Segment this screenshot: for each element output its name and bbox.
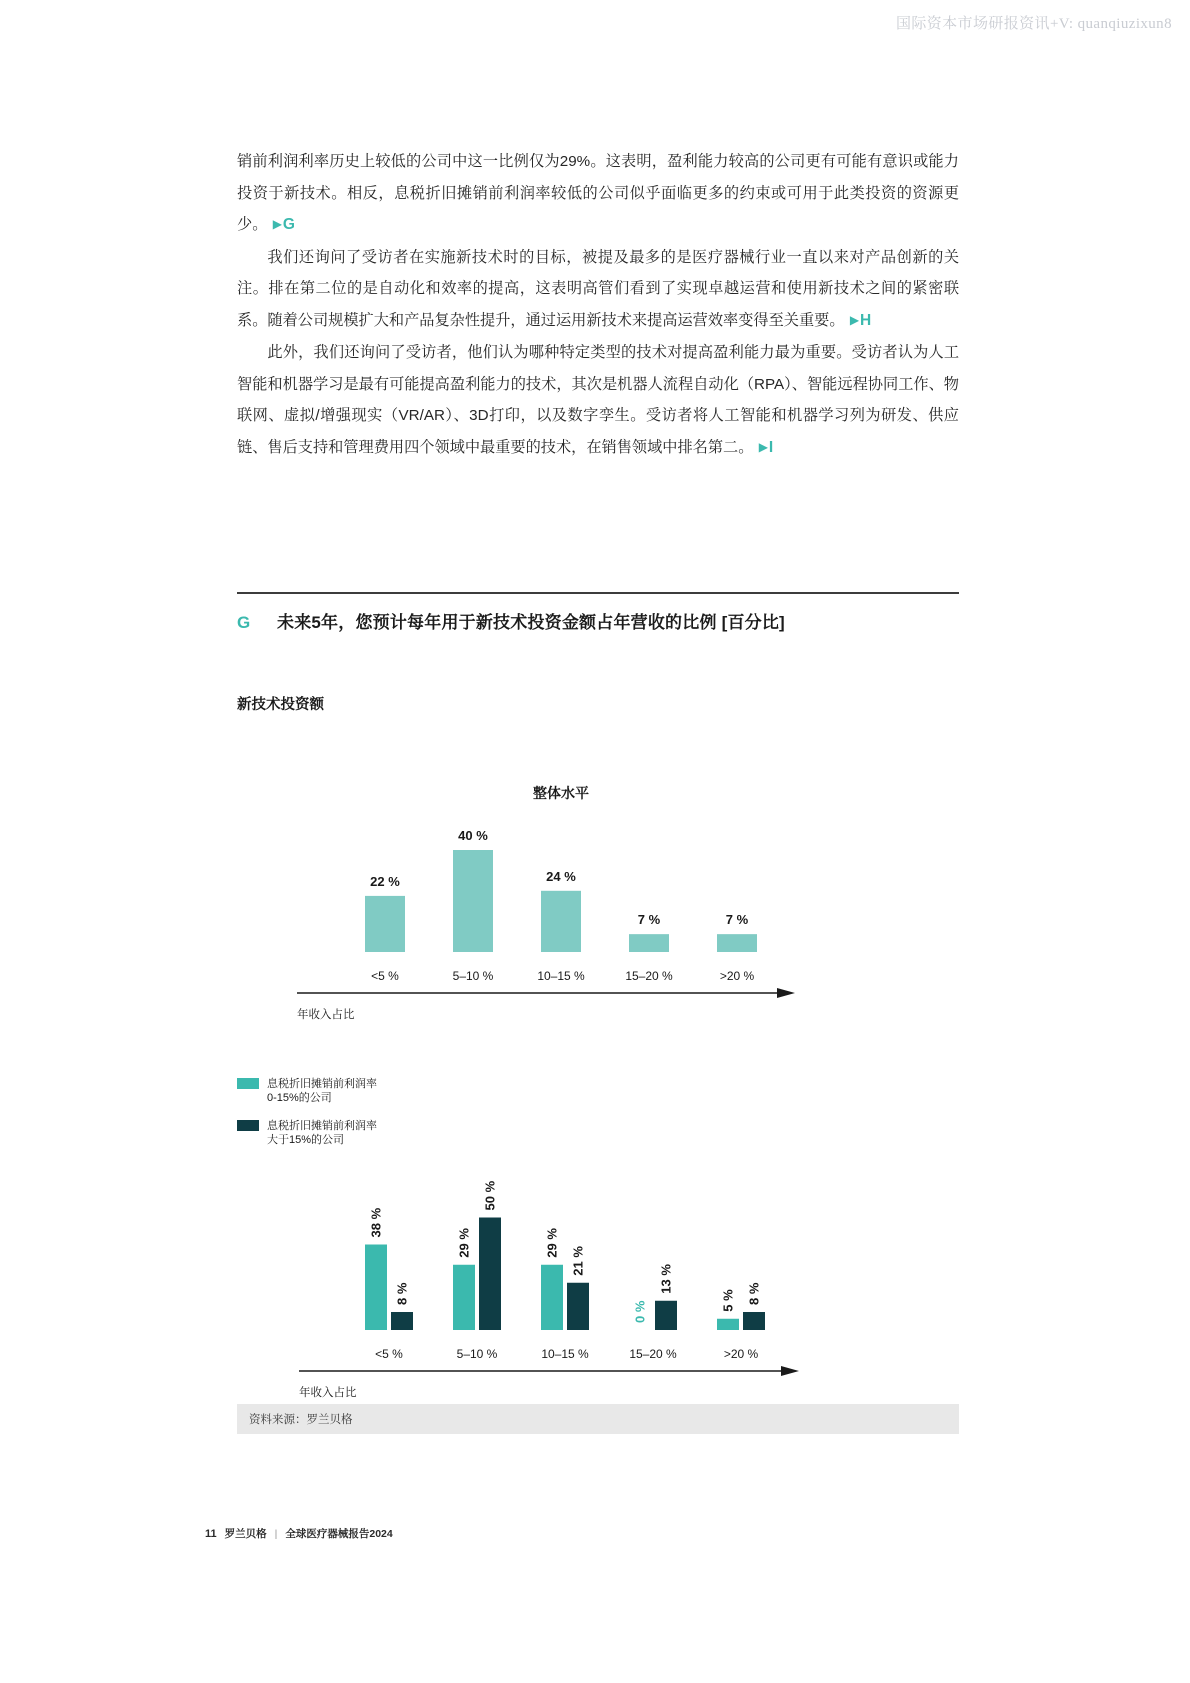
x-axis-caption: 年收入占比 (297, 1009, 355, 1021)
x-axis-caption: 年收入占比 (299, 1387, 357, 1399)
bar (655, 1301, 677, 1330)
chart-by-ebitda (237, 1060, 959, 1399)
bar (391, 1312, 413, 1330)
bar-group (365, 874, 405, 952)
x-axis-arrow (781, 1366, 799, 1376)
exhibit-ref-i-letter: I (768, 438, 775, 456)
bar-value-label: 29 % (456, 1228, 472, 1258)
exhibit-header (237, 592, 959, 714)
exhibit-letter: G (237, 613, 251, 632)
paragraph-3 (237, 337, 959, 464)
x-tick-label: <5 % (371, 969, 399, 983)
bar (365, 896, 405, 952)
bar-group (655, 1264, 677, 1330)
legend-label-line2: 大于15%的公司 (267, 1134, 345, 1146)
bar-value-label: 0 % (632, 1300, 648, 1323)
footer-page-number: 11 (205, 1528, 217, 1540)
bar (453, 850, 493, 952)
bar-group (633, 1300, 648, 1323)
paragraph-2-text: 我们还询问了受访者在实施新技术时的目标，被提及最多的是医疗器械行业一直以来对产品创新的关注。排在第二位的是自动化和效率的提高，这表明高管们看到了实现卓越运营和使用新技术之间的紧密联系。随着公司规模扩大和产品复杂性提升，通过运用新技术来提高运营效率变得至关重要。 (237, 248, 959, 329)
bar (567, 1283, 589, 1330)
bar-value-label: 21 % (570, 1246, 586, 1276)
x-tick-label: 15–20 % (629, 1347, 677, 1361)
bar-group (365, 1207, 387, 1330)
exhibit-ref-h: ▶H (849, 311, 873, 329)
exhibit-ref-h-letter: H (860, 311, 873, 329)
x-axis-arrow (777, 988, 795, 998)
bar-value-label: 7 % (637, 912, 661, 928)
bar-group (453, 828, 493, 952)
x-tick-label: 5–10 % (452, 969, 494, 983)
chart-overall-title: 整体水平 (533, 785, 589, 801)
chart-overall-svg (237, 760, 959, 1021)
bar-group (391, 1282, 413, 1330)
bar-value-label: 5 % (720, 1289, 736, 1312)
bar (365, 1245, 387, 1331)
bar-value-label: 24 % (546, 868, 576, 884)
exhibit-ref-g: ▶G (272, 216, 296, 233)
exhibit-title-row (237, 608, 959, 633)
watermark-text: 国际资本市场研报资讯+V: quanqiuzixun8 (895, 16, 1172, 32)
exhibit-divider (237, 592, 959, 594)
bar-group (541, 1228, 563, 1330)
source-bar (237, 1404, 959, 1434)
exhibit-ref-g-letter: G (282, 216, 296, 233)
x-tick-label: >20 % (723, 1347, 759, 1361)
footer-brand: 罗兰贝格 (224, 1528, 267, 1540)
footer-separator: | (274, 1528, 278, 1540)
page-footer (205, 1526, 393, 1541)
bar-group (717, 1289, 739, 1330)
paragraph-1-text: 销前利润利率历史上较低的公司中这一比例仅为29%。这表明，盈利能力较高的公司更有可能有意识或能力投资于新技术。相反，息税折旧摊销前利润率较低的公司似乎面临更多的约束或可用于此类投资的资源更少。 (237, 153, 959, 233)
bar-value-label: 8 % (394, 1282, 410, 1305)
bar-group (629, 912, 669, 952)
bar (629, 934, 669, 952)
exhibit-subtitle: 新技术投资额 (237, 697, 324, 713)
bar-group (453, 1228, 475, 1330)
bar-group (717, 912, 757, 952)
bar-group (541, 869, 581, 952)
paragraph-1 (237, 146, 959, 242)
bar (743, 1312, 765, 1330)
bar (479, 1218, 501, 1331)
bar (541, 1265, 563, 1330)
bar-value-label: 8 % (746, 1282, 762, 1305)
x-tick-label: 15–20 % (625, 969, 673, 983)
exhibit-title: 未来5年，您预计每年用于新技术投资金额占年营收的比例 [百分比] (277, 613, 785, 632)
legend-swatch (237, 1078, 259, 1089)
bar (541, 891, 581, 952)
bar-value-label: 40 % (458, 828, 488, 843)
x-tick-label: 5–10 % (456, 1347, 498, 1361)
footer-report-title: 全球医疗器械报告2024 (285, 1528, 393, 1540)
bar-group (479, 1180, 501, 1330)
bar (717, 934, 757, 952)
body-copy (237, 146, 959, 464)
legend-item (237, 1118, 377, 1146)
bar-value-label: 50 % (482, 1180, 498, 1211)
source-label: 资料来源：罗兰贝格 (249, 1414, 353, 1426)
bar-value-label: 38 % (368, 1207, 384, 1238)
legend-label-line1: 息税折旧摊销前利润率 (267, 1078, 377, 1090)
legend-label-line2: 0-15%的公司 (267, 1092, 332, 1104)
bar (453, 1265, 475, 1330)
legend-swatch (237, 1120, 259, 1131)
x-tick-label: <5 % (375, 1347, 403, 1361)
bar-group (567, 1246, 589, 1330)
bar-group (743, 1282, 765, 1330)
bar-value-label: 7 % (725, 912, 749, 928)
legend-item (237, 1076, 377, 1104)
bar-value-label: 22 % (370, 873, 400, 889)
paragraph-2 (237, 242, 959, 338)
x-tick-label: 10–15 % (537, 969, 585, 983)
legend-label-line1: 息税折旧摊销前利润率 (267, 1120, 377, 1132)
x-tick-label: 10–15 % (541, 1347, 589, 1361)
paragraph-3-text: 此外，我们还询问了受访者，他们认为哪种特定类型的技术对提高盈利能力最为重要。受访者认为人工智能和机器学习是最有可能提高盈利能力的技术，其次是机器人流程自动化（RPA）、智能远程协同工作、物联网、虚拟/增强现实（VR/AR）、3D打印，以及数字孪生。受访者将人工智能和机器学习列为研发、供应链、售后支持和管理费用四个领域中最重要的技术，在销售领域中排名第二。 (237, 344, 959, 456)
bar (717, 1319, 739, 1330)
exhibit-ref-i: ▶I (758, 438, 775, 456)
bar-value-label: 29 % (544, 1228, 560, 1258)
chart-by-ebitda-svg (237, 1060, 959, 1399)
x-tick-label: >20 % (719, 969, 755, 983)
bar-value-label: 13 % (658, 1264, 674, 1294)
chart-overall (237, 760, 959, 1021)
